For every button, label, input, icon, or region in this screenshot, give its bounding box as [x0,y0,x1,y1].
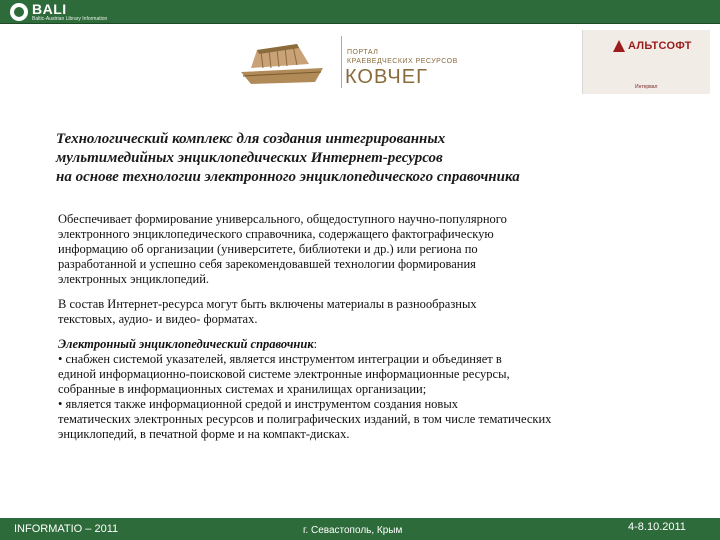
portal-line1: ПОРТАЛ [347,49,379,56]
bali-name: BALI [32,1,67,17]
altsoft-sub: Интервал [635,84,658,90]
altsoft-triangle-icon [613,40,625,52]
footer-bar [0,518,720,540]
p3-heading-suffix: : [313,337,318,351]
p3-heading: Электронный энциклопедический справочник [58,337,314,351]
slide-title [56,130,716,187]
p1-line: электронного энциклопедического справочника, содержащего фактографическую [58,227,494,241]
p2-line: текстовых, аудио- и видео- форматах. [58,312,258,326]
footer-location: г. Севастополь, Крым [303,525,403,536]
p3-line: тематических электронных ресурсов и полиграфических изданий, в том числе тематических [58,412,552,426]
title-line-1: Технологический комплекс для создания интегрированных [56,131,446,147]
p1-line: разработанной и успешно себя зарекомендовавшей технологии формирования [58,257,476,271]
p3-line: собранные в информационных системах и хранилищах организации; [58,382,427,396]
kovcheg-logo [235,30,583,94]
top-bar [0,0,720,24]
altsoft-logo-mark [613,40,692,52]
bali-sun-icon [10,3,28,21]
portal-line2: КРАЕВЕДЧЕСКИХ РЕСУРСОВ [347,58,458,65]
paragraph-2 [58,297,708,327]
footer-conference: INFORMATIO – 2011 [14,523,119,535]
altsoft-logo [583,30,710,94]
p1-line: информацию об организации (университете, библиотеки и др.) или региона по [58,242,478,256]
paragraph-1 [58,212,708,287]
bali-text [32,2,107,22]
title-line-3: на основе технологии электронного энциклопедического справочника [56,169,520,185]
kovcheg-name: КОВЧЕГ [345,66,428,88]
footer-date: 4-8.10.2011 [628,521,686,533]
kovcheg-divider [341,36,342,88]
bali-tagline: Baltic-Austrian Library Information [32,16,108,22]
logos-row [235,30,710,94]
paragraph-3 [58,337,708,442]
p3-line: единой информационно-поисковой системе электронные информационные ресурсы, [58,367,510,381]
altsoft-name: АЛЬТСОФТ [628,40,692,52]
p3-line: энциклопедий, в печатной форме и на компакт-дисках. [58,427,350,441]
portal-label [347,48,458,66]
body-text [58,212,708,452]
p1-line: электронных энциклопедий. [58,272,210,286]
p1-line: Обеспечивает формирование универсального, общедоступного научно-популярного [58,212,507,226]
p3-heading-line [58,337,708,352]
p2-line: В состав Интернет-ресурса могут быть включены материалы в разнообразных [58,297,477,311]
p3-line: • снабжен системой указателей, является инструментом интеграции и объединяет в [58,352,502,366]
p3-line: • является также информационной средой и инструментом создания новых [58,397,458,411]
ark-icon [237,38,327,88]
title-line-2: мультимедийных энциклопедических Интернет-ресурсов [56,150,443,166]
bali-logo [10,2,107,22]
